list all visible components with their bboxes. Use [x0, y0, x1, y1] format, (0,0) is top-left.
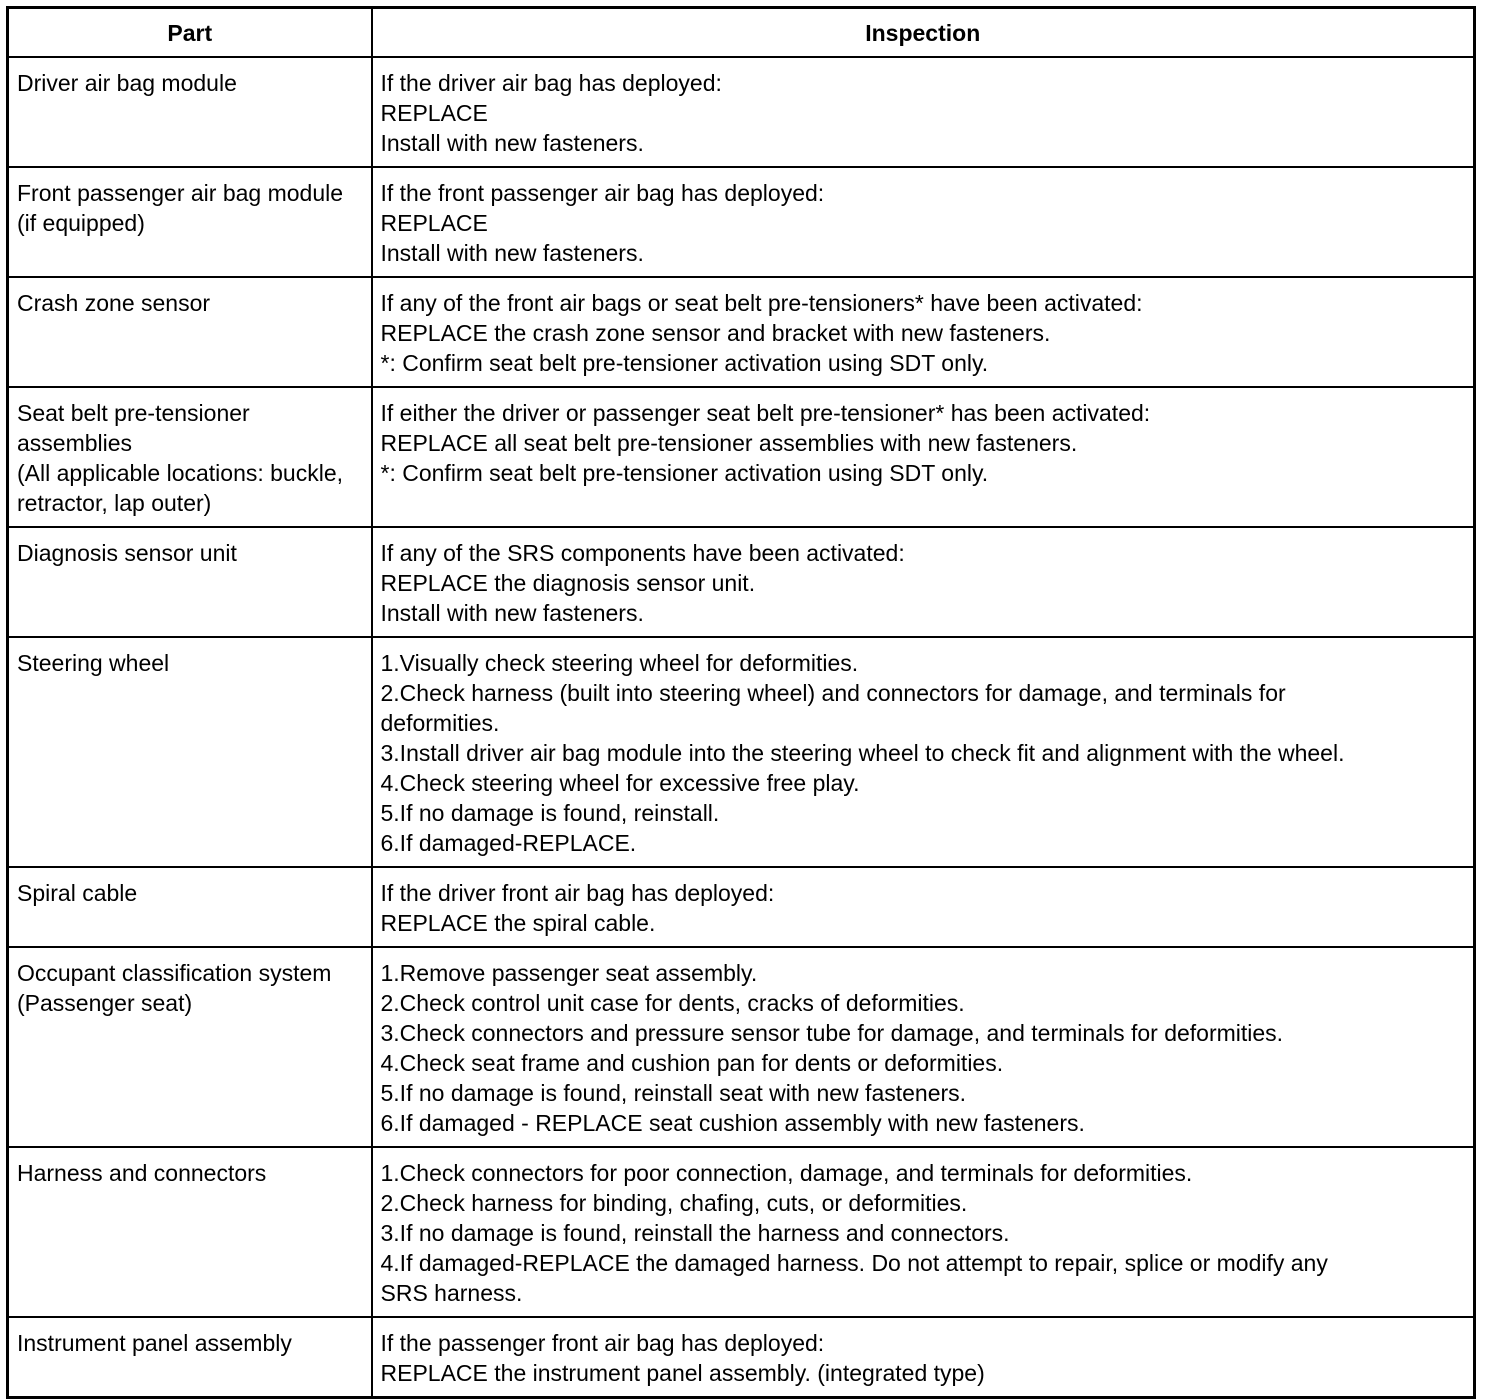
part-cell [8, 867, 372, 947]
inspection-text-line: 5.If no damage is found, reinstall. [380, 800, 720, 826]
inspection-text-line: If any of the front air bags or seat belt pre-tensioners* have been activated: [380, 290, 1143, 316]
part-text-line: Diagnosis sensor unit [17, 540, 237, 566]
table-row [8, 527, 1475, 637]
inspection-text-line: 3.Check connectors and pressure sensor tube for damage, and terminals for deformities. [380, 1020, 1284, 1046]
table-row [8, 57, 1475, 167]
part-cell [8, 1317, 372, 1398]
inspection-text-line: 1.Check connectors for poor connection, damage, and terminals for deformities. [380, 1160, 1193, 1186]
inspection-cell [372, 867, 1475, 947]
inspection-text-line: 6.If damaged-REPLACE. [380, 830, 637, 856]
part-text-line: (if equipped) [17, 210, 145, 236]
inspection-text-line: 6.If damaged - REPLACE seat cushion assembly with new fasteners. [380, 1110, 1085, 1136]
inspection-text-line: 4.Check seat frame and cushion pan for dents or deformities. [380, 1050, 1004, 1076]
inspection-text-line: If the driver air bag has deployed: [380, 70, 722, 96]
inspection-text-line: *: Confirm seat belt pre-tensioner activation using SDT only. [380, 460, 989, 486]
inspection-text-line: 3.Install driver air bag module into the steering wheel to check fit and alignment with the wheel. [380, 740, 1345, 766]
part-text-line: Harness and connectors [17, 1160, 267, 1186]
inspection-cell [372, 387, 1475, 527]
inspection-text-line: Install with new fasteners. [380, 240, 644, 266]
part-cell [8, 1147, 372, 1317]
table-row [8, 1317, 1475, 1398]
inspection-text-line: REPLACE all seat belt pre-tensioner assemblies with new fasteners. [380, 430, 1078, 456]
part-text-line: Crash zone sensor [17, 290, 211, 316]
inspection-text-line: REPLACE the crash zone sensor and bracket with new fasteners. [380, 320, 1051, 346]
inspection-text-line: 4.Check steering wheel for excessive free play. [380, 770, 860, 796]
inspection-text-line: If the passenger front air bag has deployed: [380, 1330, 825, 1356]
inspection-table [6, 6, 1476, 1399]
table-row [8, 167, 1475, 277]
part-text-line: retractor, lap outer) [17, 490, 212, 516]
table-row [8, 947, 1475, 1147]
part-cell [8, 947, 372, 1147]
part-text-line: Front passenger air bag module [17, 180, 344, 206]
inspection-cell [372, 637, 1475, 867]
inspection-text-line: Install with new fasteners. [380, 130, 644, 156]
inspection-cell [372, 277, 1475, 387]
inspection-text-line: 1.Visually check steering wheel for deformities. [380, 650, 859, 676]
inspection-text-line: 4.If damaged-REPLACE the damaged harness. Do not attempt to repair, splice or modify any [380, 1250, 1328, 1276]
inspection-text-line: deformities. [380, 710, 500, 736]
table-body [8, 57, 1475, 1398]
part-text-line: Seat belt pre-tensioner [17, 400, 250, 426]
inspection-text-line: 2.Check harness (built into steering wheel) and connectors for damage, and terminals for [380, 680, 1286, 706]
inspection-cell [372, 167, 1475, 277]
inspection-text-line: REPLACE [380, 210, 488, 236]
inspection-text-line: Install with new fasteners. [380, 600, 644, 626]
inspection-cell [372, 527, 1475, 637]
inspection-text-line: SRS harness. [380, 1280, 523, 1306]
part-cell [8, 167, 372, 277]
inspection-text-line: REPLACE the instrument panel assembly. (integrated type) [380, 1360, 985, 1386]
inspection-text-line: 2.Check control unit case for dents, cracks of deformities. [380, 990, 965, 1016]
inspection-text-line: REPLACE [380, 100, 488, 126]
part-text-line: Steering wheel [17, 650, 170, 676]
inspection-text-line: If either the driver or passenger seat belt pre-tensioner* has been activated: [380, 400, 1151, 426]
table-row [8, 637, 1475, 867]
table-row [8, 867, 1475, 947]
inspection-text-line: 5.If no damage is found, reinstall seat with new fasteners. [380, 1080, 967, 1106]
part-text-line: Spiral cable [17, 880, 138, 906]
part-cell [8, 527, 372, 637]
inspection-text-line: If any of the SRS components have been activated: [380, 540, 905, 566]
inspection-text-line: 2.Check harness for binding, chafing, cuts, or deformities. [380, 1190, 968, 1216]
part-text-line: (All applicable locations: buckle, [17, 460, 344, 486]
table-row [8, 1147, 1475, 1317]
table-row [8, 277, 1475, 387]
part-text-line: Occupant classification system [17, 960, 332, 986]
inspection-text-line: If the front passenger air bag has deployed: [380, 180, 825, 206]
part-text-line: (Passenger seat) [17, 990, 193, 1016]
part-text-line: assemblies [17, 430, 133, 456]
inspection-cell [372, 1317, 1475, 1398]
part-cell [8, 637, 372, 867]
inspection-text-line: REPLACE the diagnosis sensor unit. [380, 570, 756, 596]
inspection-text-line: 1.Remove passenger seat assembly. [380, 960, 758, 986]
part-cell [8, 387, 372, 527]
inspection-text-line: 3.If no damage is found, reinstall the harness and connectors. [380, 1220, 1010, 1246]
part-cell [8, 277, 372, 387]
inspection-cell [372, 1147, 1475, 1317]
table-row [8, 387, 1475, 527]
inspection-cell [372, 947, 1475, 1147]
inspection-cell [372, 57, 1475, 167]
part-cell [8, 57, 372, 167]
inspection-text-line: *: Confirm seat belt pre-tensioner activation using SDT only. [380, 350, 989, 376]
inspection-text-line: REPLACE the spiral cable. [380, 910, 656, 936]
header-part: Part [8, 8, 372, 58]
inspection-text-line: If the driver front air bag has deployed: [380, 880, 775, 906]
part-text-line: Instrument panel assembly [17, 1330, 292, 1356]
header-inspection: Inspection [372, 8, 1475, 58]
header-row [8, 8, 1475, 58]
part-text-line: Driver air bag module [17, 70, 237, 96]
